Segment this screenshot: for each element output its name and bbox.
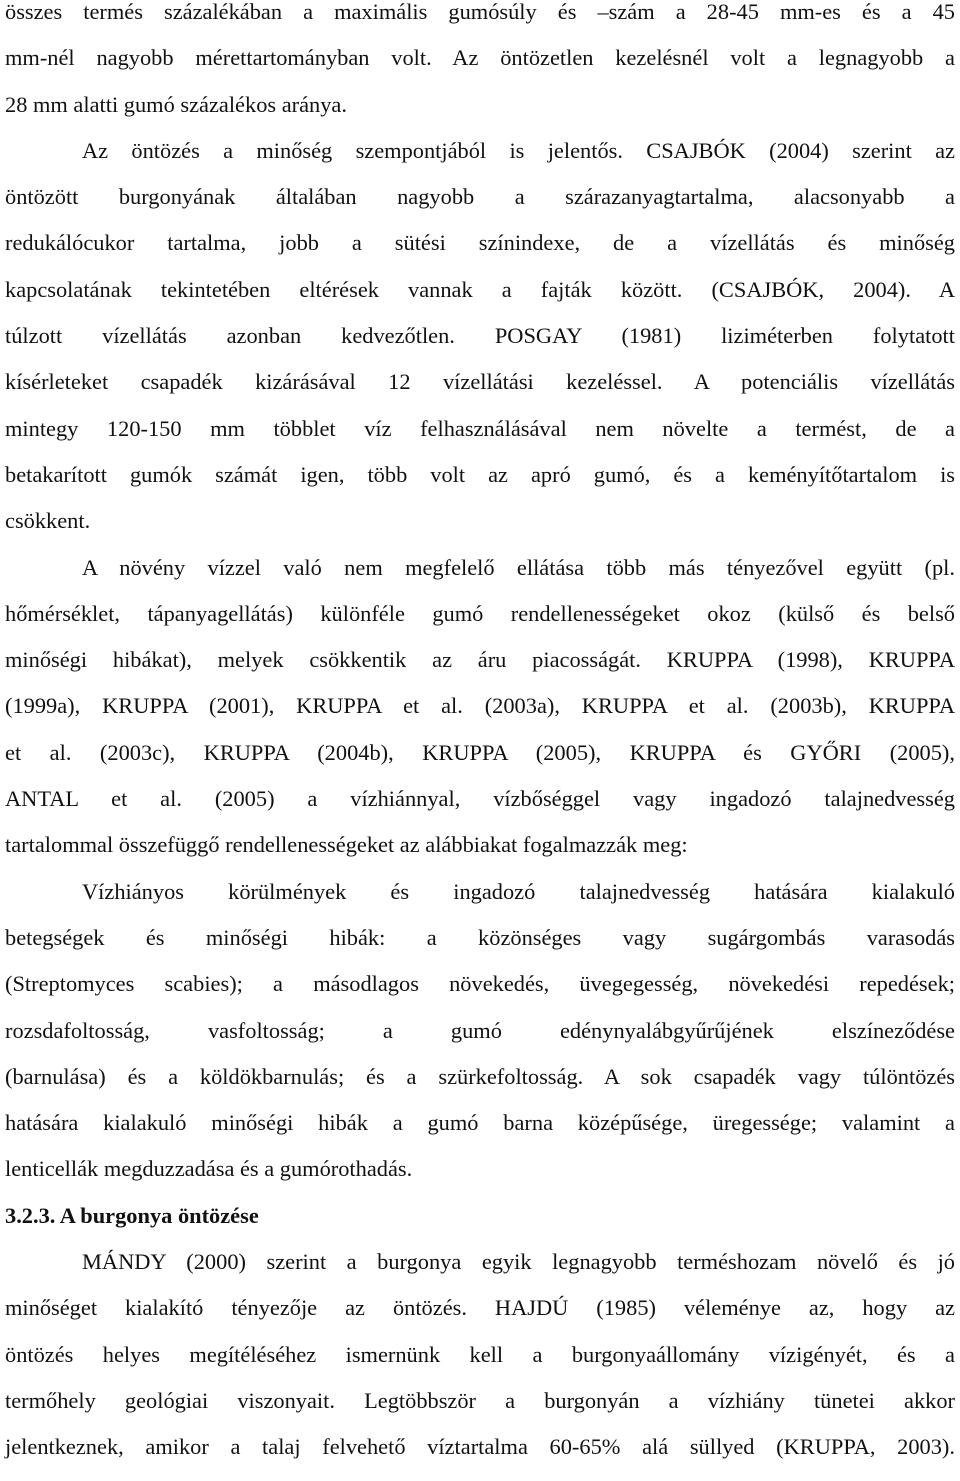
text-line: betegségek és minőségi hibák: a közönséges vagy sugárgombás varasodás: [5, 924, 955, 950]
paragraph-start-line: MÁNDY (2000) szerint a burgonya egyik legnagyobb terméshozam növelő és jó: [82, 1249, 955, 1275]
text-line: hőmérséklet, tápanyagellátás) különféle gumó rendellenességeket okoz (külső és belső: [5, 600, 955, 626]
text-line: mm-nél nagyobb mérettartományban volt. Az öntözetlen kezelésnél volt a legnagyobb a: [5, 45, 955, 71]
text-line: 28 mm alatti gumó százalékos aránya.: [5, 91, 347, 117]
text-line: mintegy 120-150 mm többlet víz felhasználásával nem növelte a termést, de a: [5, 415, 955, 441]
text-line: lenticellák megduzzadása és a gumórothadás.: [5, 1156, 413, 1182]
text-line: tartalommal összefüggő rendellenességeket az alábbiakat fogalmazzák meg:: [5, 832, 688, 858]
text-line: redukálócukor tartalma, jobb a sütési színindexe, de a vízellátás és minőség: [5, 230, 955, 256]
paragraph-start-line: Az öntözés a minőség szempontjából is jelentős. CSAJBÓK (2004) szerint az: [82, 137, 955, 163]
text-line: (1999a), KRUPPA (2001), KRUPPA et al. (2003a), KRUPPA et al. (2003b), KRUPPA: [5, 693, 955, 719]
text-line: (barnulása) és a köldökbarnulás; és a szürkefoltosság. A sok csapadék vagy túlöntözés: [5, 1063, 955, 1089]
text-line: öntözött burgonyának általában nagyobb a szárazanyagtartalma, alacsonyabb a: [5, 184, 955, 210]
text-line: csökkent.: [5, 508, 91, 534]
text-line: et al. (2003c), KRUPPA (2004b), KRUPPA (2005), KRUPPA és GYŐRI (2005),: [5, 739, 955, 765]
text-line: kapcsolatának tekintetében eltérések vannak a fajták között. (CSAJBÓK, 2004). A: [5, 276, 955, 302]
text-line: minőségi hibákat), melyek csökkentik az áru piacosságát. KRUPPA (1998), KRUPPA: [5, 647, 955, 673]
text-line: hatására kialakuló minőségi hibák a gumó barna középűsége, üregessége; valamint a: [5, 1110, 955, 1136]
text-line: (Streptomyces scabies); a másodlagos növekedés, üvegegesség, növekedési repedések;: [5, 971, 955, 997]
text-line: összes termés százalékában a maximális gumósúly és –szám a 28-45 mm-es és a 45: [5, 0, 955, 24]
section-heading: 3.2.3. A burgonya öntözése: [5, 1202, 259, 1228]
text-line: minőséget kialakító tényezője az öntözés. HAJDÚ (1985) véleménye az, hogy az: [5, 1295, 955, 1321]
text-line: túlzott vízellátás azonban kedvezőtlen. POSGAY (1981) liziméterben folytatott: [5, 323, 955, 349]
paragraph-start-line: Vízhiányos körülmények és ingadozó talajnedvesség hatására kialakuló: [82, 878, 955, 904]
text-line: kísérleteket csapadék kizárásával 12 vízellátási kezeléssel. A potenciális vízellátás: [5, 369, 955, 395]
text-line: rozsdafoltosság, vasfoltosság; a gumó edénynyalábgyűrűjének elszíneződése: [5, 1017, 955, 1043]
text-line: öntözés helyes megítéléséhez ismernünk kell a burgonyaállomány vízigényét, és a: [5, 1341, 955, 1367]
text-line: betakarított gumók számát igen, több volt az apró gumó, és a keményítőtartalom is: [5, 461, 955, 487]
paragraph-start-line: A növény vízzel való nem megfelelő ellátása több más tényezővel együtt (pl.: [82, 554, 955, 580]
text-line: termőhely geológiai viszonyait. Legtöbbször a burgonyán a vízhiány tünetei akkor: [5, 1387, 955, 1413]
text-line: ANTAL et al. (2005) a vízhiánnyal, vízbőséggel vagy ingadozó talajnedvesség: [5, 786, 955, 812]
text-line: jelentkeznek, amikor a talaj felvehető víztartalma 60-65% alá süllyed (KRUPPA, 2003).: [5, 1434, 955, 1460]
document-page: [5, 0, 955, 1471]
